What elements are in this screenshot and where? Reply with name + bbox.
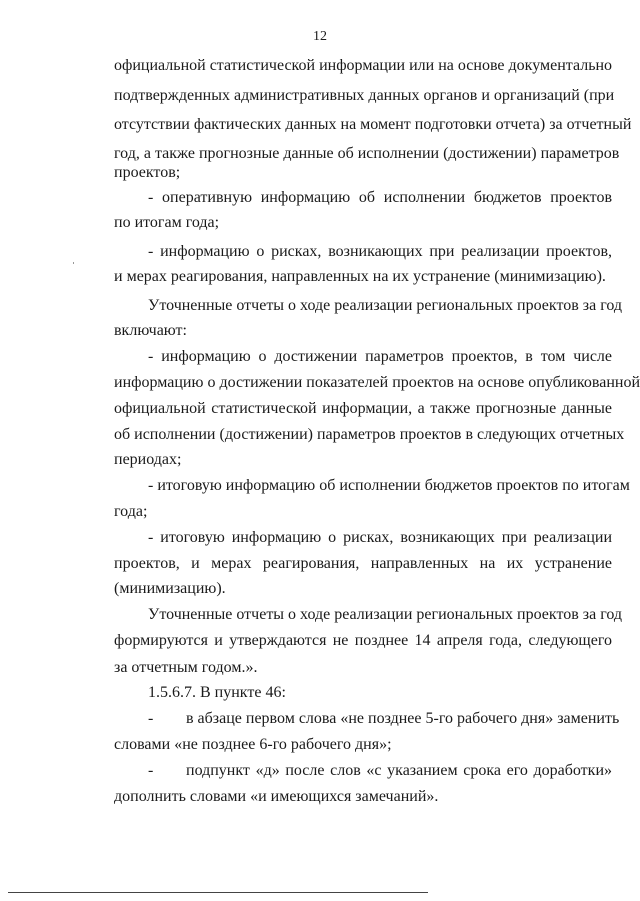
- bullet-item: - оперативную информацию об исполнении бюджетов проектов: [148, 189, 612, 206]
- list-dash: -: [148, 710, 154, 727]
- text-line: и мерах реагирования, направленных на их устранение (минимизацию).: [114, 268, 606, 285]
- clause-heading: 1.5.6.7. В пункте 46:: [148, 684, 286, 701]
- text-line: год, а также прогнозные данные об исполнении (достижении) параметров: [114, 145, 620, 162]
- text-line: официальной статистической информации, а также прогнозные данные: [114, 400, 612, 417]
- page-number: 12: [313, 29, 327, 44]
- text-line: официальной статистической информации или на основе документально: [114, 57, 613, 74]
- list-item: подпункт «д» после слов «с указанием срока его доработки»: [186, 762, 612, 779]
- footer-rule: [8, 892, 428, 893]
- text-line: включают:: [114, 322, 187, 339]
- scan-speck: [73, 262, 74, 264]
- text-line: года;: [114, 503, 148, 520]
- text-line: (минимизацию).: [114, 580, 226, 597]
- text-line: подтвержденных административных данных органов и организаций (при: [114, 87, 615, 104]
- bullet-item: - итоговую информацию об исполнении бюджетов проектов по итогам: [148, 477, 630, 494]
- text-line: проектов, и мерах реагирования, направленных на их устранение: [114, 555, 612, 572]
- text-line: об исполнении (достижении) параметров проектов в следующих отчетных: [114, 426, 625, 443]
- text-line: дополнить словами «и имеющихся замечаний».: [114, 788, 439, 805]
- text-line: словами «не позднее 6-го рабочего дня»;: [114, 736, 392, 753]
- bullet-item: - итоговую информацию о рисках, возникающих при реализации: [148, 529, 612, 546]
- bullet-item: - информацию о достижении параметров проектов, в том числе: [148, 348, 612, 365]
- text-line: отсутствии фактических данных на момент подготовки отчета) за отчетный: [114, 116, 632, 133]
- text-line: периодах;: [114, 451, 182, 468]
- text-line: формируются и утверждаются не позднее 14 апреля года, следующего: [114, 632, 612, 649]
- list-dash: -: [148, 762, 154, 779]
- bullet-item: - информацию о рисках, возникающих при реализации проектов,: [148, 243, 612, 260]
- list-item: в абзаце первом слова «не позднее 5-го рабочего дня» заменить: [186, 710, 620, 727]
- text-line: информацию о достижении показателей проектов на основе опубликованной: [114, 374, 640, 391]
- paragraph-start: Уточненные отчеты о ходе реализации региональных проектов за год: [148, 606, 623, 623]
- text-line: за отчетным годом.».: [114, 659, 258, 676]
- paragraph-start: Уточненные отчеты о ходе реализации региональных проектов за год: [148, 297, 623, 314]
- text-line: проектов;: [114, 164, 181, 181]
- text-line: по итогам года;: [114, 214, 220, 231]
